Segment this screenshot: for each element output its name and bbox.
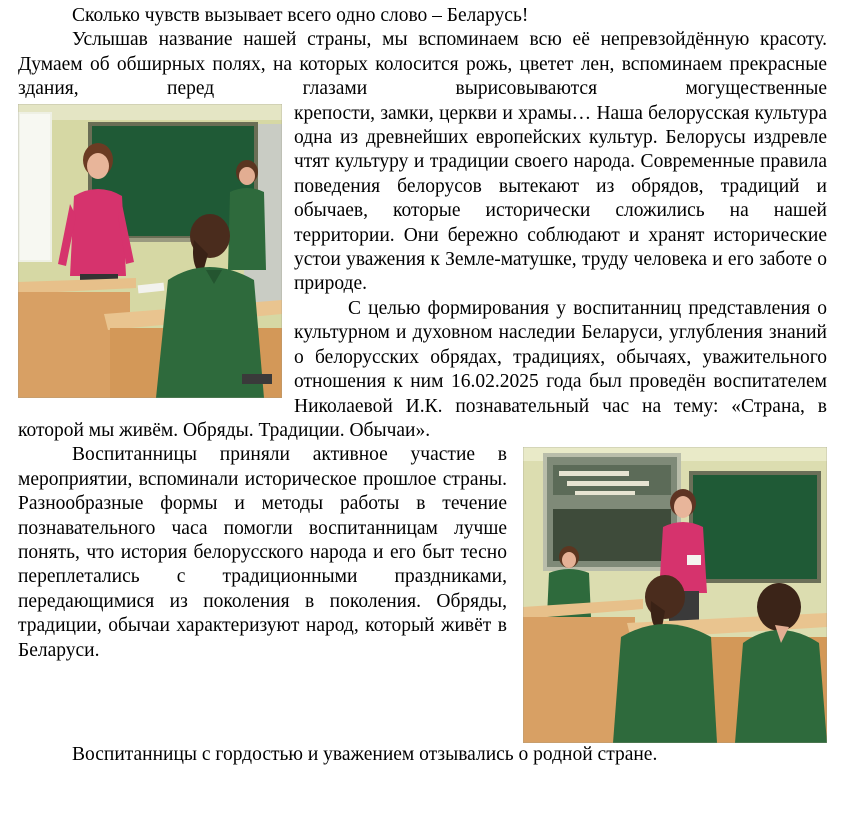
classroom-photo-presentation — [523, 447, 827, 743]
paragraph-culture: крепости, замки, церкви и храмы… Наша белорусская культура одна из древнейших европейских культур. Белорусы издревле чтят культуру и традиции своего народа. Современные правила поведения белорусов вытекают из обрядов, традиций и обычаев, которые исторически сложились на нашей территории. Они бережно соблюдают и хранят исторические устои уважения к Земле-матушке, труду человека и его заботе о природе. — [294, 102, 827, 295]
paragraph-participation: Воспитанницы приняли активное участие в мероприятии, вспоминали историческое прошлое страны. Разнообразные формы и методы работы в течение познавательного часа помогли воспитанницам лучше понять, что история белорусского народа и его быт тесно переплетались с традиционными праздниками, передающимися из поколения в поколения. Обряды, традиции, обычаи характеризуют народ, который живёт в Беларуси. — [18, 444, 507, 661]
paragraph-culture-first-line: Услышав название нашей страны, мы вспоминаем всю её непревзойдённую красоту. Думаем об обширных полях, на которых колосится рожь, цветет лен, вспоминаем прекрасные здания, перед глазами вырисовываются могущественные — [18, 29, 827, 100]
classroom-photo-teacher-at-board — [18, 104, 282, 398]
paragraph-closing: Воспитанницы с гордостью и уважением отзывались о родной стране. — [72, 744, 658, 766]
paragraph-intro: Сколько чувств вызывает всего одно слово – Беларусь! — [72, 5, 529, 26]
paragraph-event: С целью формирования у воспитанниц представления о культурном и духовном наследии Беларуси, углубления знаний о белорусских обрядах, традициях, обычаях, уважительного отношения к ним 16.02.2025 года был проведён воспитателем Николаевой И.К. познавательный час на тему: «Страна, в которой мы живём. Обряды. Традиции. Обычаи». — [18, 297, 827, 441]
